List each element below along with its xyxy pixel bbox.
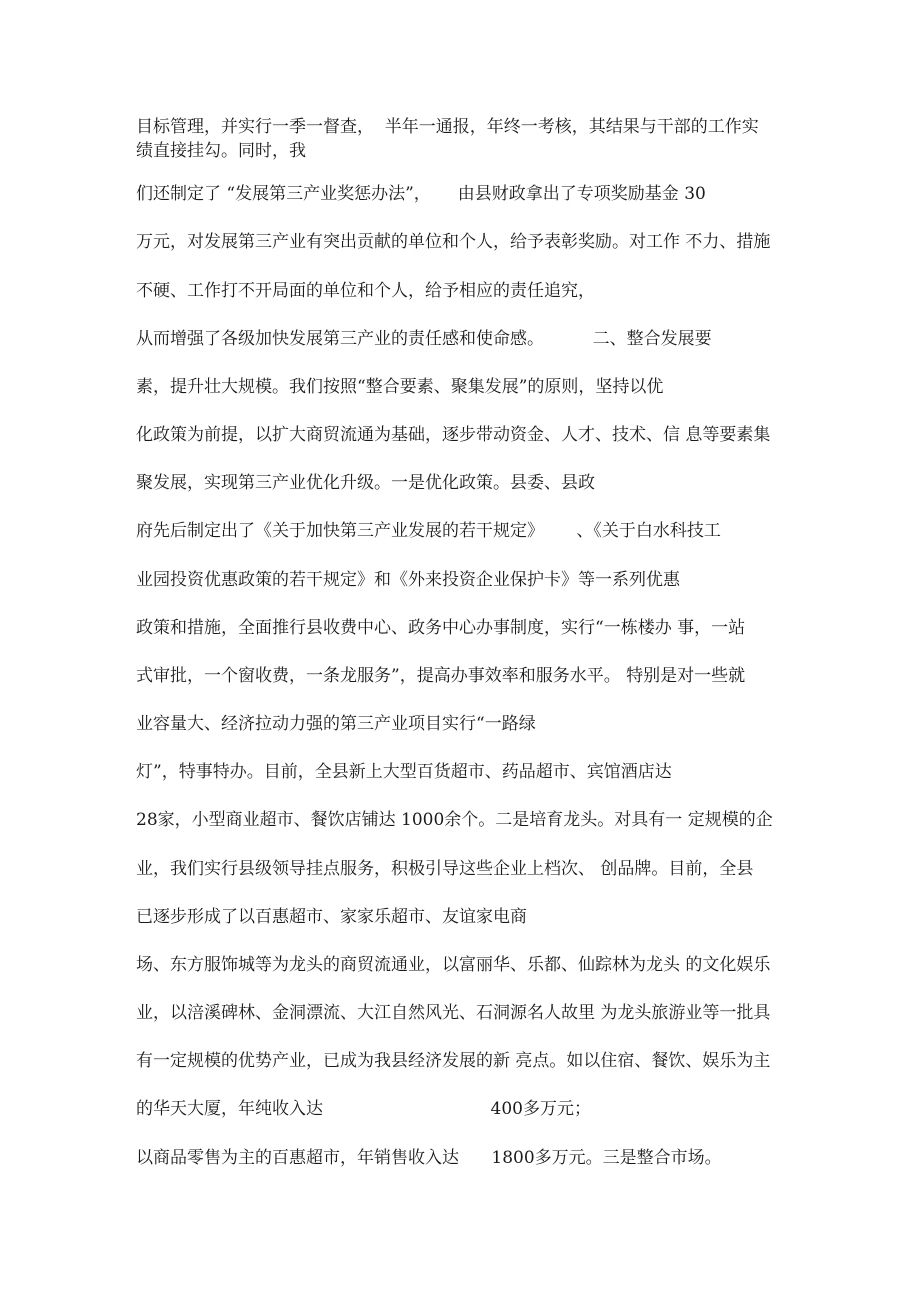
text-line: 们还制定了 “发展第三产业奖惩办法”， 由县财政拿出了专项奖励基金 30 xyxy=(136,184,706,204)
text-line: 场、东方服饰城等为龙头的商贸流通业，以富丽华、乐都、仙踪林为龙头 的文化娱乐 xyxy=(136,955,771,975)
text-line: 聚发展，实现第三产业优化升级。一是优化政策。县委、县政 xyxy=(136,473,595,493)
text-line: 业，我们实行县级领导挂点服务，积极引导这些企业上档次、 创品牌。目前，全县 xyxy=(136,859,754,879)
text-line: 绩直接挂勾。同时，我 xyxy=(136,141,306,161)
text-line: 万元，对发展第三产业有突出贡献的单位和个人，给予表彰奖励。对工作 不力、措施 xyxy=(136,232,771,252)
text-line: 已逐步形成了以百惠超市、家家乐超市、友谊家电商 xyxy=(136,907,527,927)
text-line: 灯”，特事特办。目前，全县新上大型百货超市、药品超市、宾馆酒店达 xyxy=(136,762,672,782)
text-line: 28家，小型商业超市、餐饮店铺达 1000余个。二是培育龙头。对具有一 定规模的企 xyxy=(136,810,773,830)
text-line: 不硬、工作打不开局面的单位和个人，给予相应的责任追究， xyxy=(136,281,595,301)
text-line: 的华天大厦，年纯收入达 400多万元； xyxy=(136,1099,591,1119)
text-line: 府先后制定出了《关于加快第三产业发展的若干规定》 、《关于白水科技工 xyxy=(136,521,721,541)
text-line: 业园投资优惠政策的若干规定》和《外来投资企业保护卡》等一系列优惠 xyxy=(136,570,680,590)
text-line: 式审批，一个窗收费，一条龙服务”，提高办事效率和服务水平。 特别是对一些就 xyxy=(136,666,746,686)
text-line: 化政策为前提，以扩大商贸流通为基础，逐步带动资金、人才、技术、信 息等要素集 xyxy=(136,425,771,445)
text-line: 以商品零售为主的百惠超市，年销售收入达 1800多万元。三是整合市场。 xyxy=(136,1148,722,1168)
text-line: 目标管理，并实行一季一督查， 半年一通报，年终一考核，其结果与干部的工作实 xyxy=(136,117,759,137)
text-line: 业容量大、经济拉动力强的第三产业项目实行“一路绿 xyxy=(136,714,536,734)
text-line: 素，提升壮大规模。我们按照“整合要素、聚集发展”的原则，坚持以优 xyxy=(136,377,664,397)
text-line: 从而增强了各级加快发展第三产业的责任感和使命感。 二、整合发展要 xyxy=(136,329,712,349)
text-line: 有一定规模的优势产业，已成为我县经济发展的新 亮点。如以住宿、餐饮、娱乐为主 xyxy=(136,1051,771,1071)
text-line: 业，以涪溪碑林、金洞漂流、大江自然风光、石洞源名人故里 为龙头旅游业等一批具 xyxy=(136,1003,771,1023)
text-line: 政策和措施，全面推行县收费中心、政务中心办事制度，实行“一栋楼办 事，一站 xyxy=(136,618,746,638)
